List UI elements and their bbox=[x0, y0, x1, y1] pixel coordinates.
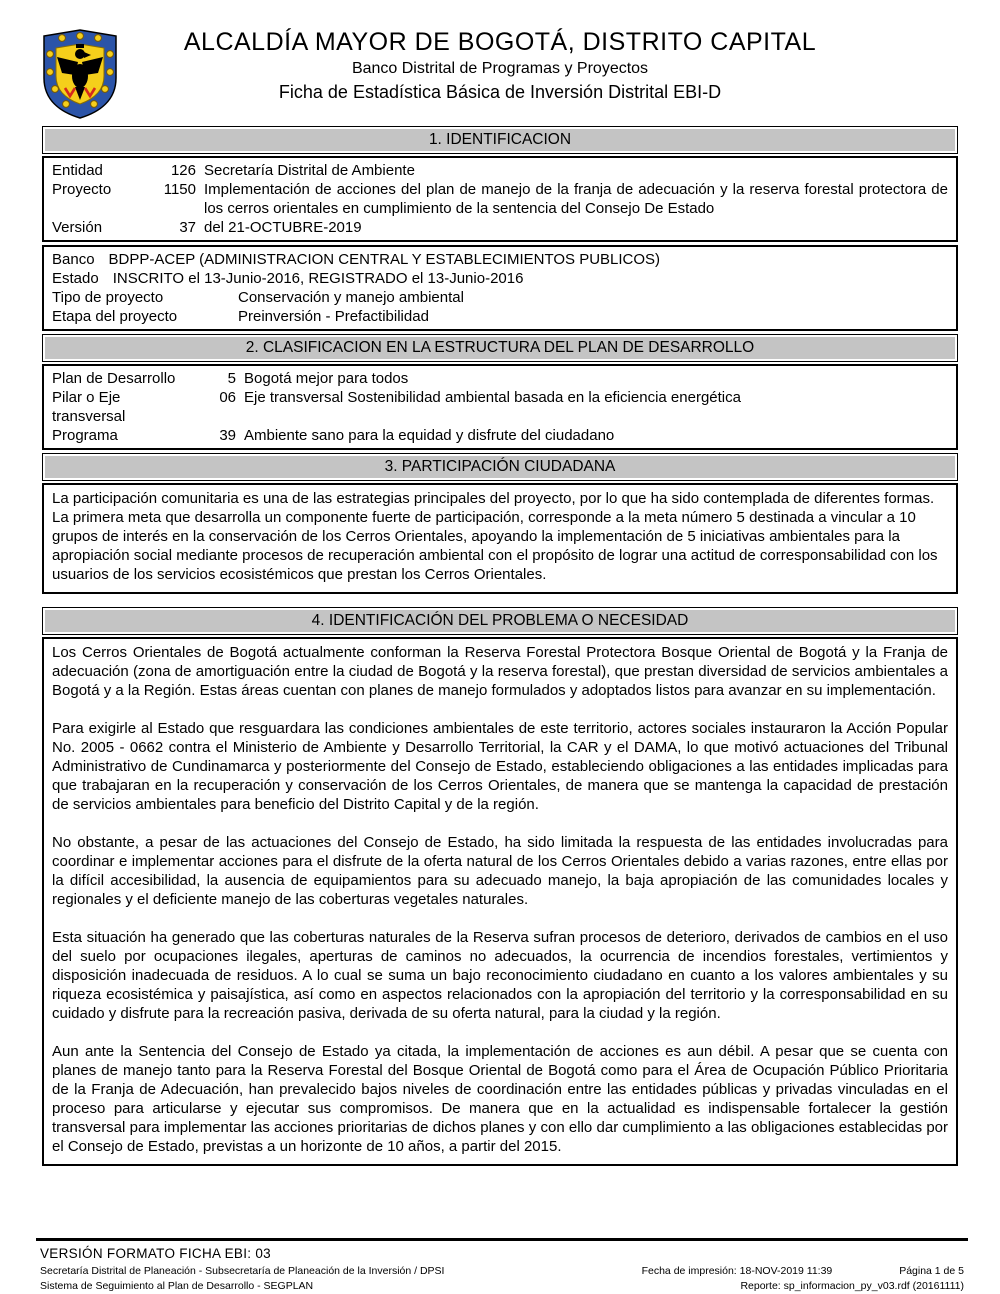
paragraph: Los Cerros Orientales de Bogotá actualmente conforman la Reserva Forestal Protectora Bosque Oriental de Bogotá y la Franja de adecuación (zona de amortiguación entre la ciudad de Bogotá y la reserva forestal), que prestan diversidad de servicios ambientales a Bogotá y a la Región. Estas áreas cuentan con planes de manejo formulados y adoptados listos para avanzar en su implementación. bbox=[52, 644, 948, 699]
row-label: Pilar o Eje transversal bbox=[52, 389, 126, 425]
table-row bbox=[52, 369, 948, 388]
paragraph: Para exigirle al Estado que resguardara las condiciones ambientales de este territorio, actores sociales instauraron la Acción Popular No. 2005 - 0662 contra el Ministerio de Ambiente y Desarrollo Territorial, la CAR y el DAMA, lo que motivó actuaciones del Tribunal Administrativo de Cundinamarca y posteriormente del Consejo de Estado, estableciendo obligaciones a las entidades implicadas para que trabajaran en la recuperación y conservación de los Cerros Orientales, de manera que se mantenga la capacidad de prestación de servicios ambientales para beneficio del Distrito Capital y de la región. bbox=[52, 720, 948, 813]
row-code: 1150 bbox=[163, 181, 196, 198]
row-code: 5 bbox=[227, 370, 236, 387]
paragraph: No obstante, a pesar de las actuaciones del Consejo de Estado, ha sido limitada la respuesta de las entidades involucradas para coordinar e implementar acciones para el disfrute de la oferta natural de los Cerros Orientales debido a varias razones, entre ellas por la difícil accesibilidad, la ausencia de equipamientos para su adecuado manejo, la baja apropiación de las comunidades locales y regionales y el deficiente manejo de las coberturas vegetales naturales. bbox=[52, 834, 948, 908]
footer-entity-line: Secretaría Distrital de Planeación - Subsecretaría de Planeación de la Inversión / DPSI bbox=[40, 1265, 445, 1277]
table-row bbox=[52, 161, 948, 180]
row-label: Entidad bbox=[52, 162, 103, 179]
document-body bbox=[42, 126, 958, 1166]
row-value: Bogotá mejor para todos bbox=[244, 370, 409, 387]
plan-structure-table bbox=[42, 364, 958, 450]
table-row bbox=[52, 388, 948, 426]
row-value: BDPP-ACEP (ADMINISTRACION CENTRAL Y ESTABLECIMIENTOS PUBLICOS) bbox=[108, 251, 661, 268]
section-1-title: 1. IDENTIFICACION bbox=[45, 129, 955, 151]
row-value: Preinversión - Prefactibilidad bbox=[238, 308, 429, 325]
table-row bbox=[52, 269, 948, 288]
row-value: Ambiente sano para la equidad y disfrute del ciudadano bbox=[244, 427, 615, 444]
table-row bbox=[52, 426, 948, 445]
paragraph: Esta situación ha generado que las coberturas naturales de la Reserva sufran procesos de deterioro, derivados de cambios en el uso del suelo por ocupaciones ilegales, aperturas de caminos no adecuados, la ocurrencia de incendios forestales, vertimientos y disposición inadecuada de residuos. A lo cual se suma un bajo reconocimiento ciudadano en cuanto a los valores ambientales y su riqueza ecosistémica y paisajística, así como en aspectos relacionados con la apropiación del territorio y la corresponsabilidad en su cuidado y disfrute para la recreación pasiva, derivada de su oferta natural, para la ciudad y la región. bbox=[52, 929, 948, 1022]
section-2-header bbox=[42, 334, 958, 362]
section-4-header bbox=[42, 607, 958, 635]
document-footer bbox=[0, 1238, 1000, 1294]
row-label: Programa bbox=[52, 427, 118, 444]
document-subtitle: Banco Distrital de Programas y Proyectos bbox=[351, 60, 649, 77]
footer-meta bbox=[40, 1264, 964, 1294]
footer-right bbox=[642, 1264, 964, 1294]
document-title: ALCALDÍA MAYOR DE BOGOTÁ, DISTRITO CAPITAL bbox=[183, 28, 817, 56]
row-label: Versión bbox=[52, 219, 103, 236]
table-row bbox=[52, 288, 948, 307]
footer-left bbox=[40, 1264, 444, 1294]
row-label: Plan de Desarrollo bbox=[52, 370, 176, 387]
section-1-header bbox=[42, 126, 958, 154]
row-code: 06 bbox=[219, 389, 236, 406]
row-code: 37 bbox=[179, 219, 196, 236]
table-row bbox=[52, 218, 948, 237]
row-label: Tipo de proyecto bbox=[52, 289, 164, 306]
table-row bbox=[52, 307, 948, 326]
row-value: INSCRITO el 13-Junio-2016, REGISTRADO el 13-Junio-2016 bbox=[112, 270, 524, 287]
section-3-header bbox=[42, 453, 958, 481]
document-header bbox=[0, 0, 1000, 118]
footer-format-version: VERSIÓN FORMATO FICHA EBI: 03 bbox=[40, 1246, 271, 1261]
table-row bbox=[52, 180, 948, 218]
row-value: Secretaría Distrital de Ambiente bbox=[204, 162, 415, 179]
row-value: Eje transversal Sostenibilidad ambiental basada en la eficiencia energética bbox=[244, 389, 741, 406]
section-spacer bbox=[42, 597, 958, 607]
section-4-title: 4. IDENTIFICACIÓN DEL PROBLEMA O NECESIDAD bbox=[45, 610, 955, 632]
citizen-participation-text bbox=[42, 483, 958, 594]
footer-print-date: Fecha de impresión: 18-NOV-2019 11:39 bbox=[641, 1265, 833, 1277]
identification-details bbox=[42, 245, 958, 331]
footer-page-number: Página 1 de 5 bbox=[899, 1265, 964, 1277]
table-row bbox=[52, 250, 948, 269]
section-3-title: 3. PARTICIPACIÓN CIUDADANA bbox=[45, 456, 955, 478]
document-form-name: Ficha de Estadística Básica de Inversión Distrital EBI-D bbox=[278, 82, 722, 102]
paragraph: La participación comunitaria es una de las estrategias principales del proyecto, por lo que ha sido contemplada de diferentes formas. La primera meta que desarrolla un componente fuerte de participación, corresponde a la meta número 5 destinada a vincular a 10 grupos de interés en la conservación de los Cerros Orientales, apoyando la implementación de 5 iniciativas ambientales para la apropiación social mediante procesos de recuperación ambiental con el propósito de lograr una actitud de corresponsabilidad con los usuarios de los servicios ecosistémicos que prestan los Cerros Orientales. bbox=[52, 490, 938, 583]
bogota-coat-of-arms-icon bbox=[38, 28, 122, 120]
footer-system-line: Sistema de Seguimiento al Plan de Desarrollo - SEGPLAN bbox=[40, 1280, 314, 1292]
row-label: Banco bbox=[52, 251, 95, 268]
problem-identification-text bbox=[42, 637, 958, 1166]
footer-divider bbox=[36, 1238, 968, 1241]
footer-report-line: Reporte: sp_informacion_py_v03.rdf (20161111) bbox=[740, 1280, 964, 1292]
row-code: 39 bbox=[219, 427, 236, 444]
section-2-title: 2. CLASIFICACION EN LA ESTRUCTURA DEL PLAN DE DESARROLLO bbox=[45, 337, 955, 359]
row-label: Proyecto bbox=[52, 181, 112, 198]
row-code: 126 bbox=[170, 162, 196, 179]
row-value: Implementación de acciones del plan de manejo de la franja de adecuación y la reserva forestal protectora de los cerros orientales en cumplimiento de la sentencia del Consejo De Estado bbox=[204, 181, 948, 217]
row-label: Estado bbox=[52, 270, 99, 287]
paragraph: Aun ante la Sentencia del Consejo de Estado ya citada, la implementación de acciones es aun débil. A pesar que se cuenta con planes de manejo tanto para la Reserva Forestal del Bosque Oriental de Bogotá como para el Área de Ocupación Público Prioritaria de la Franja de Adecuación, han prevalecido bajos niveles de coordinación entre las entidades públicas y privadas vinculadas en el proceso para articularse y ejecutar sus compromisos. De manera que en la actualidad es indispensable fortalecer la gestión transversal para implementar las acciones prioritarias de dichos planes y con ello dar cumplimiento a las obligaciones establecidas por el Consejo de Estado, previstas a un horizonte de 10 años, a partir del 2015. bbox=[52, 1043, 948, 1155]
row-value: del 21-OCTUBRE-2019 bbox=[204, 219, 362, 236]
row-label: Etapa del proyecto bbox=[52, 308, 178, 325]
footer-print-line bbox=[642, 1264, 964, 1279]
identification-table bbox=[42, 156, 958, 242]
row-value: Conservación y manejo ambiental bbox=[238, 289, 464, 306]
